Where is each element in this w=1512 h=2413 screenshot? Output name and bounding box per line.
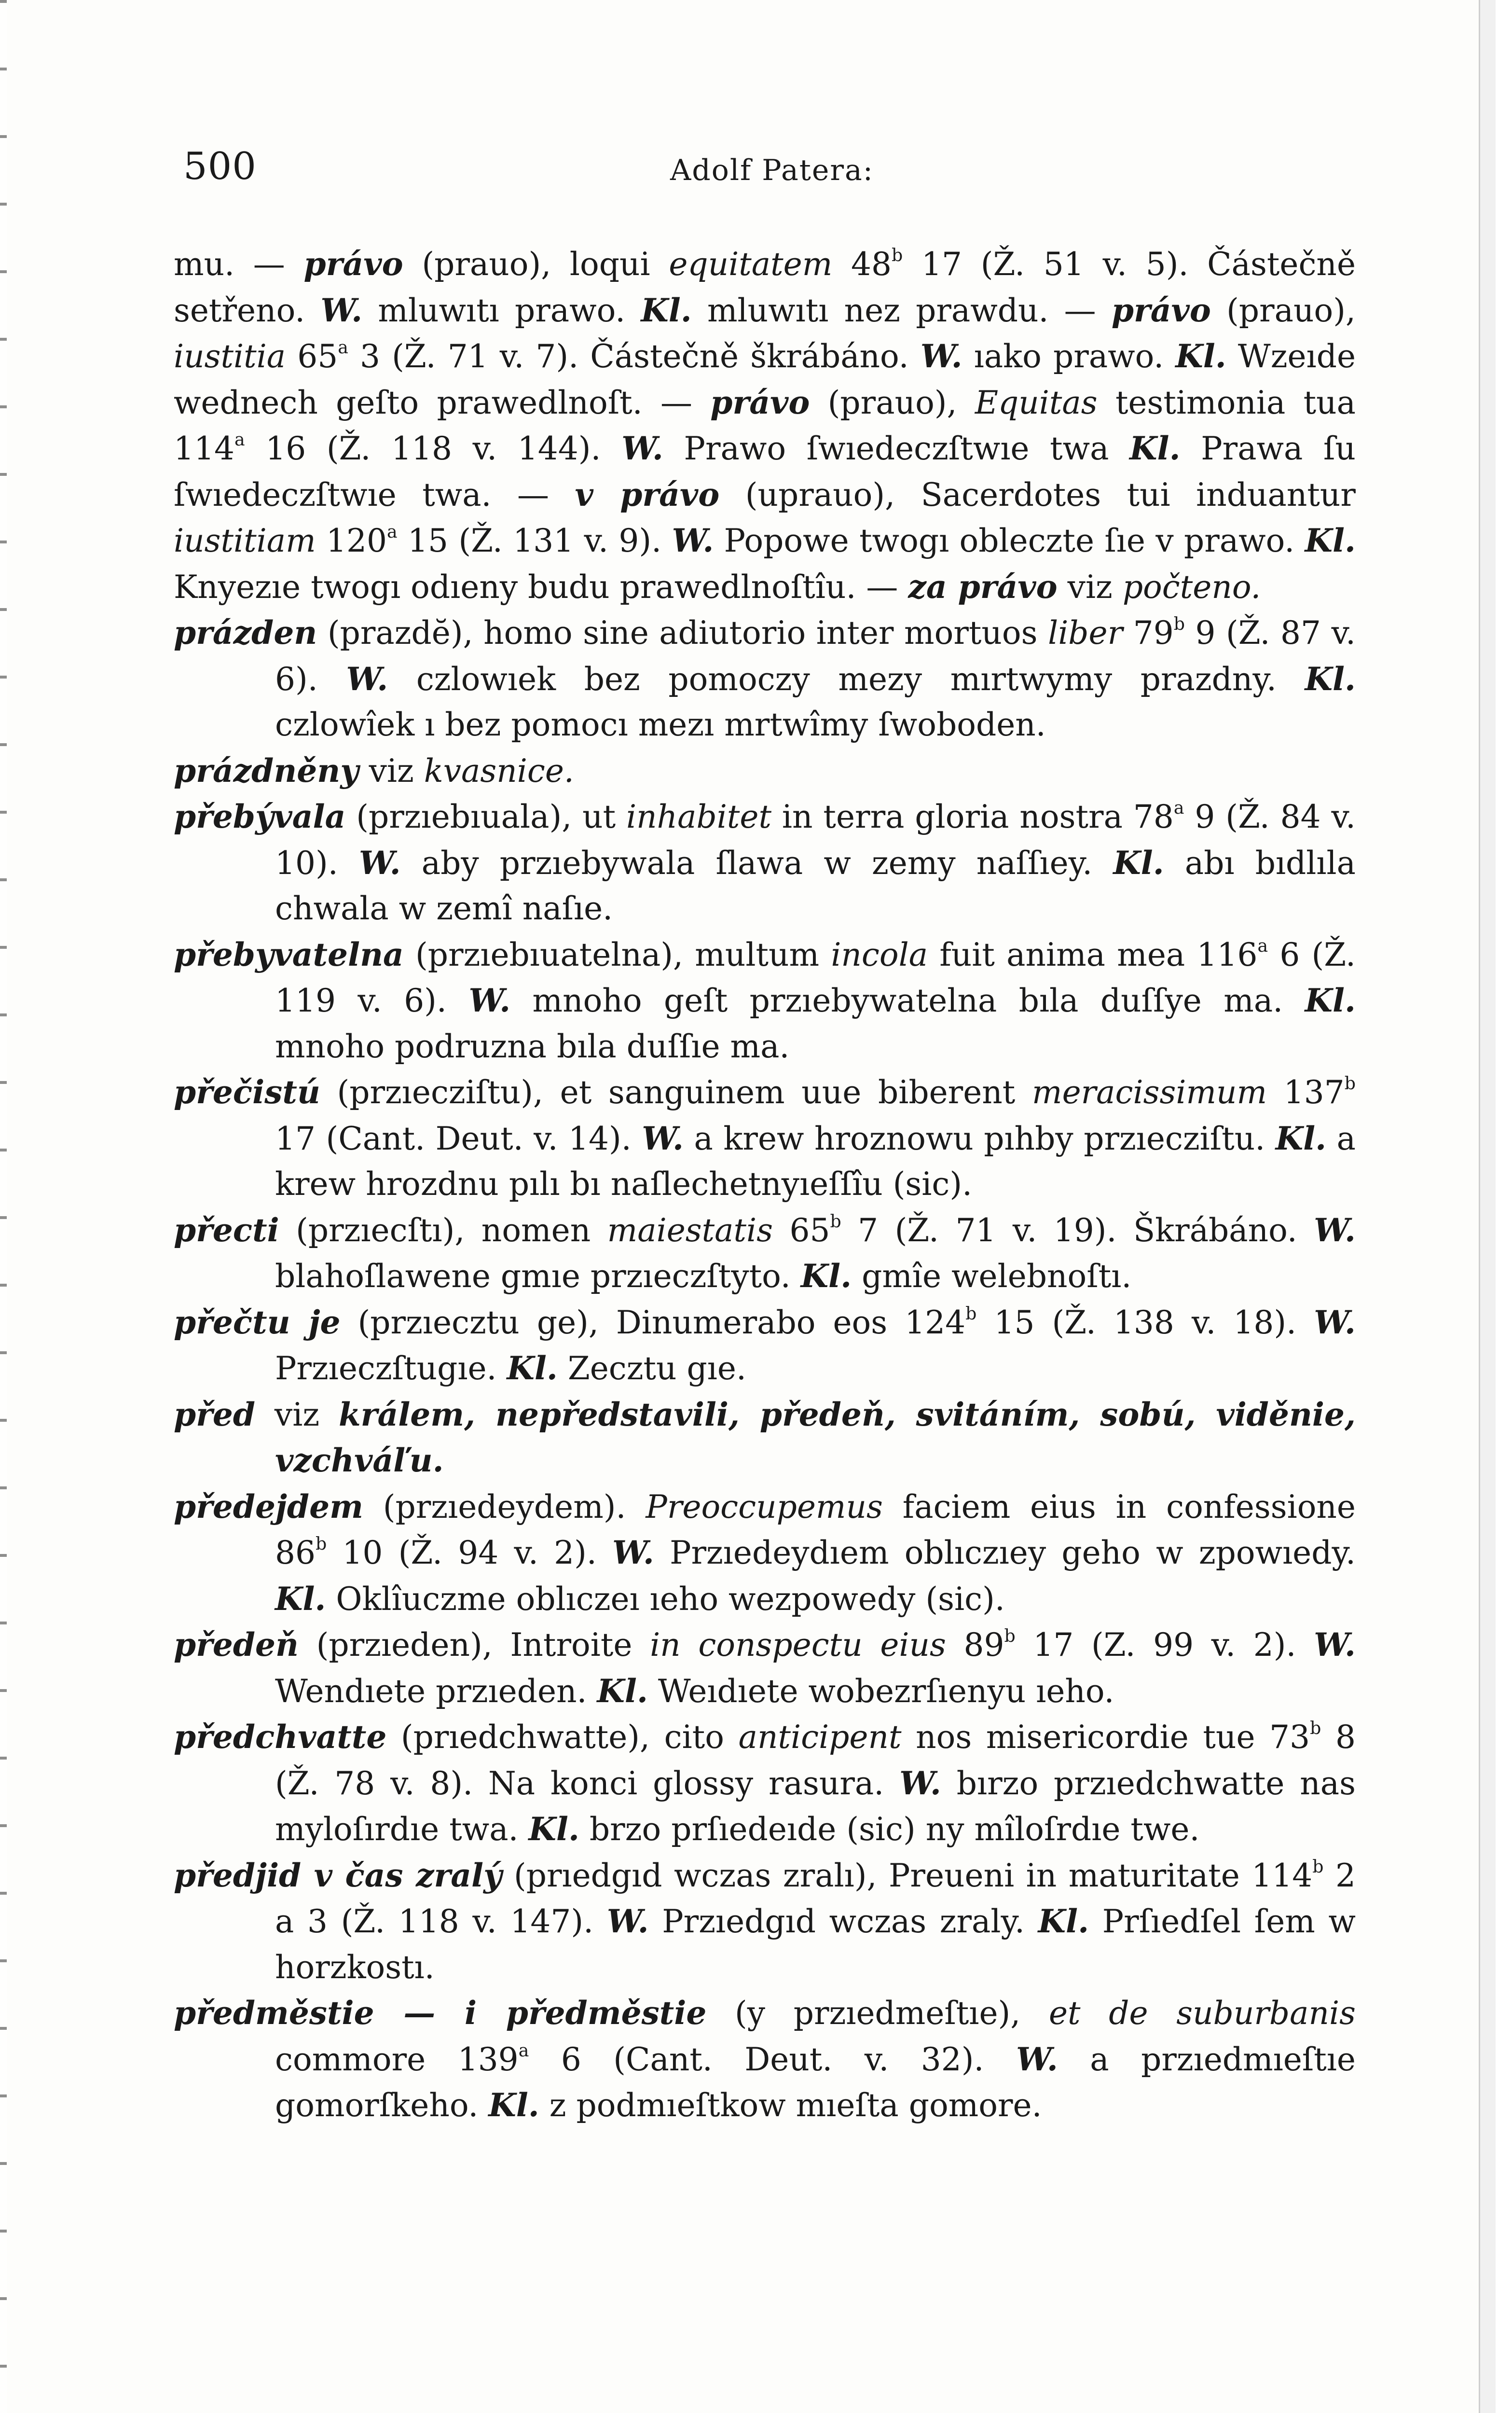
entry-prebyvala: přebývala (przıebıuala), ut inhabitet in terra gloria nostra 78$^a$ 9 (Ž. 84 v. 10). W. aby przıebywala ſlawa w zemy naſſıey. Kl. abı bıdlıla chwala w zemî naſıe. <box>174 797 1356 927</box>
page-header <box>183 145 1361 198</box>
scan-binding-edge <box>0 0 7 2413</box>
entry-predmestie: předměstie — i předměstie (y przıedmeſtıe), et de suburbanis commore 139$^a$ 6 (Cant. Deut. v. 32). W. a przıedmıeſtıe gomorſkeho. Kl. z podmıeſtkow mıeſta gomore. <box>174 1994 1356 2124</box>
entry-prazdneny: prázdněny viz kvasnice. <box>174 751 574 790</box>
page-number: 500 <box>183 145 257 188</box>
scan-right-margin <box>1479 0 1496 2413</box>
continuation-paragraph: mu. — právo (prauo), loqui equitatem 48$^b$ 17 (Ž. 51 v. 5). Částečně setřeno. W. mluwıtı prawo. Kl. mluwıtı nez prawdu. — právo (prauo), iustitia 65$^a$ 3 (Ž. 71 v. 7). Částečně škrábáno. W. ıako prawo. Kl. Wzeıde wednech geſto prawedlnoſt. — právo (prauo), Equitas testimonia tua 114$^a$ 16 (Ž. 118 v. 144). W. Prawo ſwıedeczſtwıe twa Kl. Prawa ſu ſwıedeczſtwıe twa. — v právo (uprauo), Sacerdotes tui induantur iustitiam 120$^a$ 15 (Ž. 131 v. 9). W. Popowe twogı obleczte ſıe v prawo. Kl. Knyezıe twogı odıeny budu prawedlnoſtîu. — za právo viz počteno. <box>174 244 1356 606</box>
entry-prectu: přečtu je (przıecztu ge), Dinumerabo eos 124$^b$ 15 (Ž. 138 v. 18). W. Przıeczſtugıe. Kl. Zecztu gıe. <box>174 1303 1356 1387</box>
entry-pred: před viz králem, nepředstavili, předeň, svitáním, sobú, viděnie, vzchváľu. <box>174 1395 1356 1479</box>
dictionary-text <box>174 241 1356 2129</box>
entry-prebyvatelna: přebyvatelna (przıebıuatelna), multum incola fuit anima mea 116$^a$ 6 (Ž. 119 v. 6). W. mnoho geſt przıebywatelna bıla duſſye ma. Kl. mnoho podruzna bıla duſſıe ma. <box>174 935 1356 1065</box>
entry-predchvatte: předchvatte (prıedchwatte), cito anticipent nos misericordie tue 73$^b$ 8 (Ž. 78 v. 8). Na konci glossy rasura. W. bırzo przıedchwatte nas myloſırdıe twa. Kl. brzo prſıedeıde (sic) ny mîloſrdıe twe. <box>174 1717 1356 1848</box>
entry-prazden: prázden (prazdĕ), homo sine adiutorio inter mortuos liber 79$^b$ 9 (Ž. 87 v. 6). W. czlowıek bez pomoczy mezy mırtwymy prazdny. Kl. czlowîek ı bez pomocı mezı mrtwîmy ſwoboden. <box>174 613 1356 743</box>
entry-predejdem: předejdem (przıedeydem). Preoccupemus faciem eius in confessione 86$^b$ 10 (Ž. 94 v. 2). W. Przıedeydıem oblıczıey geho w zpowıedy. Kl. Oklîuczme oblıczeı ıeho wezpowedy (sic). <box>174 1487 1356 1618</box>
entry-preden: předeň (przıeden), Introite in conspectu eius 89$^b$ 17 (Z. 99 v. 2). W. Wendıete przıeden. Kl. Weıdıete wobezrſıenyu ıeho. <box>174 1625 1356 1710</box>
entry-predjid: předjid v čas zralý (prıedgıd wczas zralı), Preueni in maturitate 114$^b$ 2 a 3 (Ž. 118 v. 147). W. Przıedgıd wczas zraly. Kl. Prſıedſel ſem w horzkostı. <box>174 1856 1356 1986</box>
entry-precistu: přečistú (przıecziſtu), et sanguinem uue biberent meracissimum 137$^b$ 17 (Cant. Deut. v. 14). W. a krew hroznowu pıhby przıecziſtu. Kl. a krew hrozdnu pılı bı naſlechetnyıeſſîu (sic). <box>174 1072 1356 1203</box>
entry-precti: přecti (przıecſtı), nomen maiestatis 65$^b$ 7 (Ž. 71 v. 19). Škrábáno. W. blahoſlawene gmıe przıeczſtyto. Kl. gmîe welebnoſtı. <box>174 1210 1356 1295</box>
running-head: Adolf Patera: <box>670 153 874 187</box>
